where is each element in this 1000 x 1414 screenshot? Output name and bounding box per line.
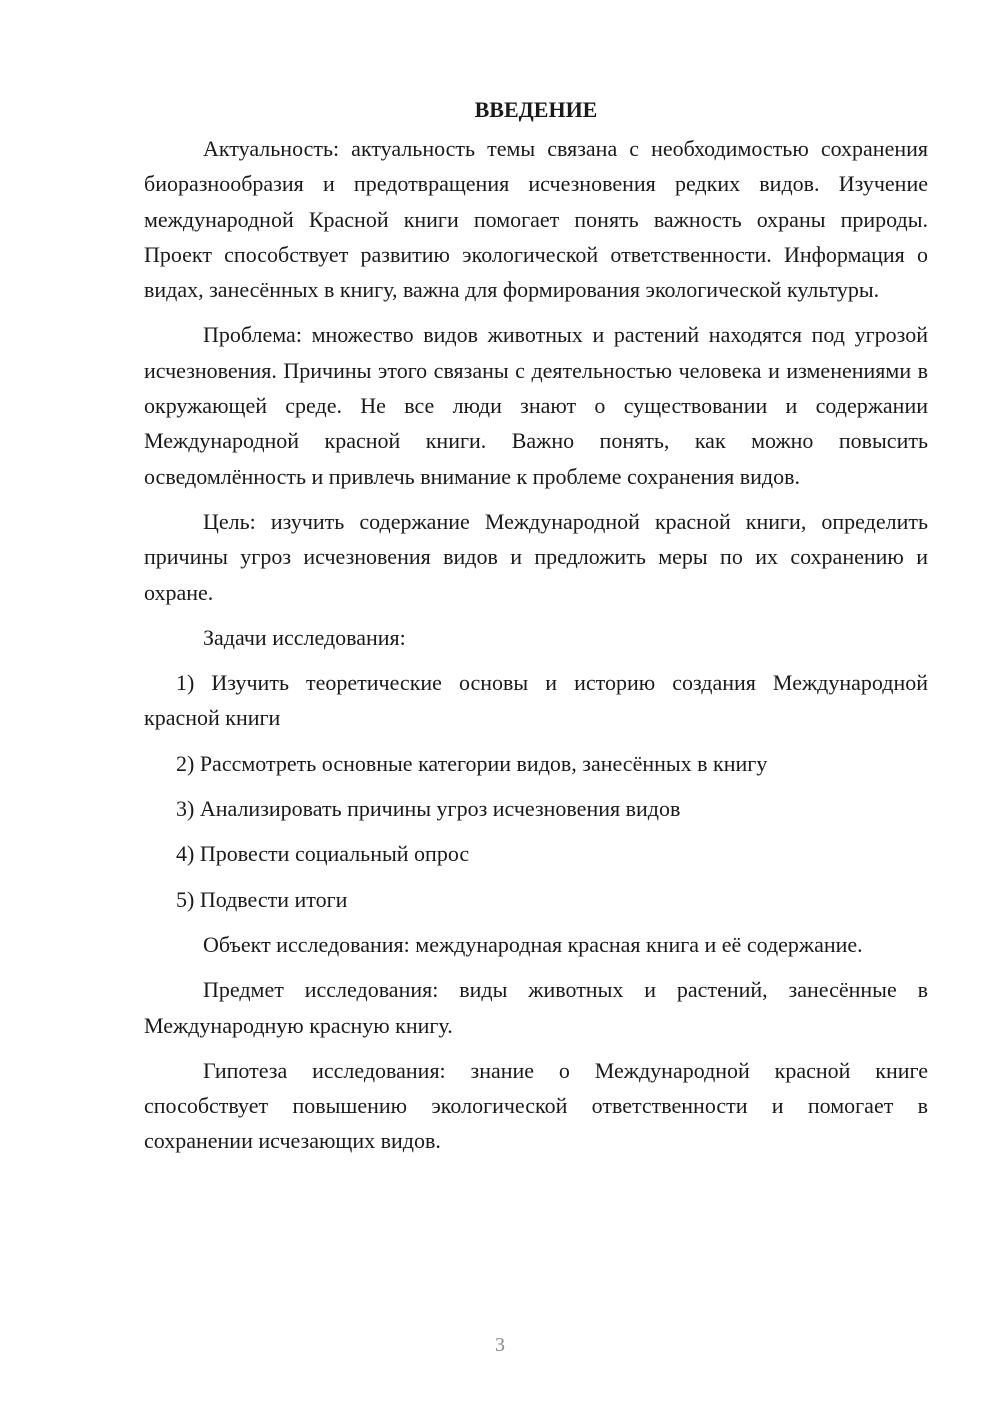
paragraph-goal: Цель: изучить содержание Международной красной книги, определить причины угроз исчезновения видов и предложить меры по их сохранению и охране. [144, 508, 928, 605]
paragraph-problem: Проблема: множество видов животных и растений находятся под угрозой исчезновения. Причины этого связаны с деятельностью человека и изменениями в окружающей среде. Не все люди знают о существовании и содержании Международной красной книги. Важно понять, как можно повысить осведомлённость и привлечь внимание к проблеме сохранения видов. [144, 322, 928, 489]
paragraph-subject: Предмет исследования: виды животных и растений, занесённые в Международную красную книгу. [144, 977, 928, 1038]
list-item-task-3: 3) Анализировать причины угроз исчезновения видов [176, 796, 681, 822]
page-number: 3 [495, 1334, 505, 1356]
section-title: ВВЕДЕНИЕ [474, 97, 598, 122]
list-item-task-2: 2) Рассмотреть основные категории видов, занесённых в книгу [176, 750, 768, 776]
paragraph-object: Объект исследования: международная красная книга и её содержание. [203, 931, 863, 957]
document-page [144, 92, 928, 1169]
paragraph-hypothesis: Гипотеза исследования: знание о Международной красной книге способствует повышению экологической ответственности и помогает в сохранении исчезающих видов. [144, 1057, 928, 1154]
paragraph-tasks-heading: Задачи исследования: [203, 624, 406, 650]
paragraph-relevance: Актуальность: актуальность темы связана с необходимостью сохранения биоразнообразия и предотвращения исчезновения редких видов. Изучение международной Красной книги помогает понять важность охраны природы. Проект способствует развитию экологической ответственности. Информация о видах, занесённых в книгу, важна для формирования экологической культуры. [144, 136, 928, 303]
tasks-list [144, 665, 928, 917]
list-item-task-5: 5) Подвести итоги [176, 886, 348, 912]
list-item-task-4: 4) Провести социальный опрос [176, 841, 470, 867]
list-item-task-1: 1) Изучить теоретические основы и историю создания Международной красной книги [144, 670, 928, 731]
